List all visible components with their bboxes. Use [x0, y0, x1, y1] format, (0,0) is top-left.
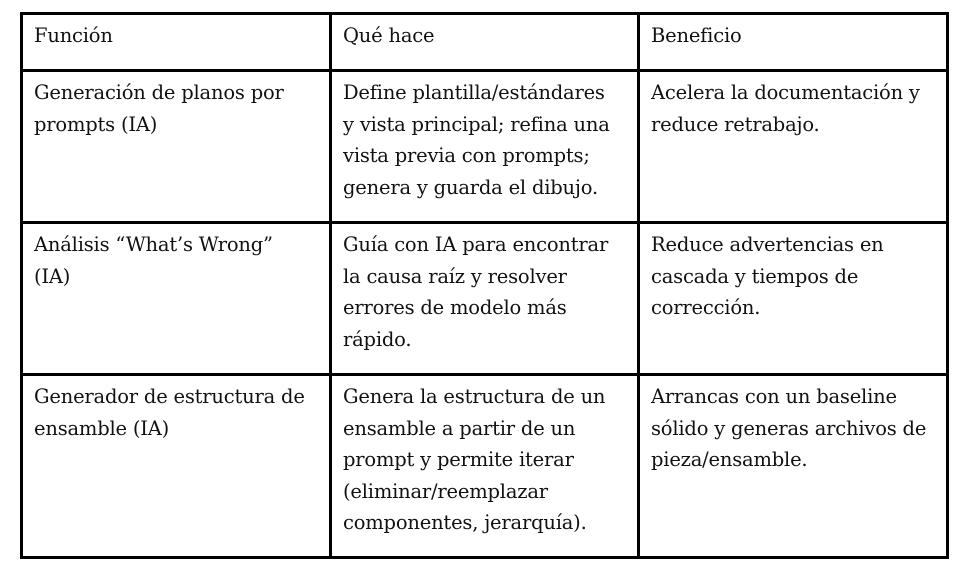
- cell-funcion: [22, 223, 331, 375]
- header-cell-funcion: Función: [22, 14, 331, 71]
- cell-text-line: pieza/ensamble.: [651, 448, 808, 471]
- cell-text-line: Generación de planos por: [34, 81, 284, 104]
- header-cell-beneficio: Beneficio: [639, 14, 948, 71]
- cell-text-line: Genera la estructura de un: [343, 385, 606, 408]
- cell-beneficio: [639, 223, 948, 375]
- cell-text-line: corrección.: [651, 296, 761, 319]
- cell-text-line: prompt y permite iterar: [343, 448, 574, 471]
- cell-text-line: Arrancas con un baseline: [651, 385, 897, 408]
- cell-text-line: cascada y tiempos de: [651, 264, 859, 288]
- cell-text-line: genera y guarda el dibujo.: [343, 175, 598, 199]
- cell-beneficio: [639, 375, 948, 558]
- cell-que-hace: [331, 375, 639, 558]
- cell-text-line: Guía con IA para encontrar: [343, 233, 609, 256]
- table-row: [22, 71, 948, 223]
- cell-funcion: [22, 71, 331, 223]
- header-row: [22, 14, 948, 71]
- features-table: [20, 12, 949, 559]
- cell-text-line: (eliminar/reemplazar: [343, 479, 548, 503]
- cell-que-hace: [331, 71, 639, 223]
- cell-text-line: Análisis “What’s Wrong”: [34, 233, 273, 256]
- cell-text-line: Acelera la documentación y: [651, 81, 920, 104]
- table-row: [22, 375, 948, 558]
- cell-funcion: [22, 375, 331, 558]
- cell-text-line: Generador de estructura de: [34, 385, 305, 408]
- cell-text-line: ensamble a partir de un: [343, 416, 576, 440]
- cell-text-line: errores de modelo más: [343, 296, 567, 319]
- cell-beneficio: [639, 71, 948, 223]
- cell-text-line: sólido y generas archivos de: [651, 416, 927, 440]
- cell-que-hace: [331, 223, 639, 375]
- cell-text-line: componentes, jerarquía).: [343, 511, 587, 534]
- cell-text-line: rápido.: [343, 327, 412, 351]
- cell-text-line: y vista principal; refina una: [343, 112, 610, 136]
- cell-text-line: (IA): [34, 264, 71, 288]
- table-row: [22, 223, 948, 375]
- cell-text-line: la causa raíz y resolver: [343, 264, 567, 288]
- cell-text-line: Reduce advertencias en: [651, 233, 884, 256]
- cell-text-line: vista previa con prompts;: [343, 144, 590, 167]
- cell-text-line: prompts (IA): [34, 112, 158, 136]
- cell-text-line: Define plantilla/estándares: [343, 81, 605, 104]
- header-cell-que-hace: Qué hace: [331, 14, 639, 71]
- cell-text-line: ensamble (IA): [34, 416, 170, 440]
- cell-text-line: reduce retrabajo.: [651, 112, 820, 136]
